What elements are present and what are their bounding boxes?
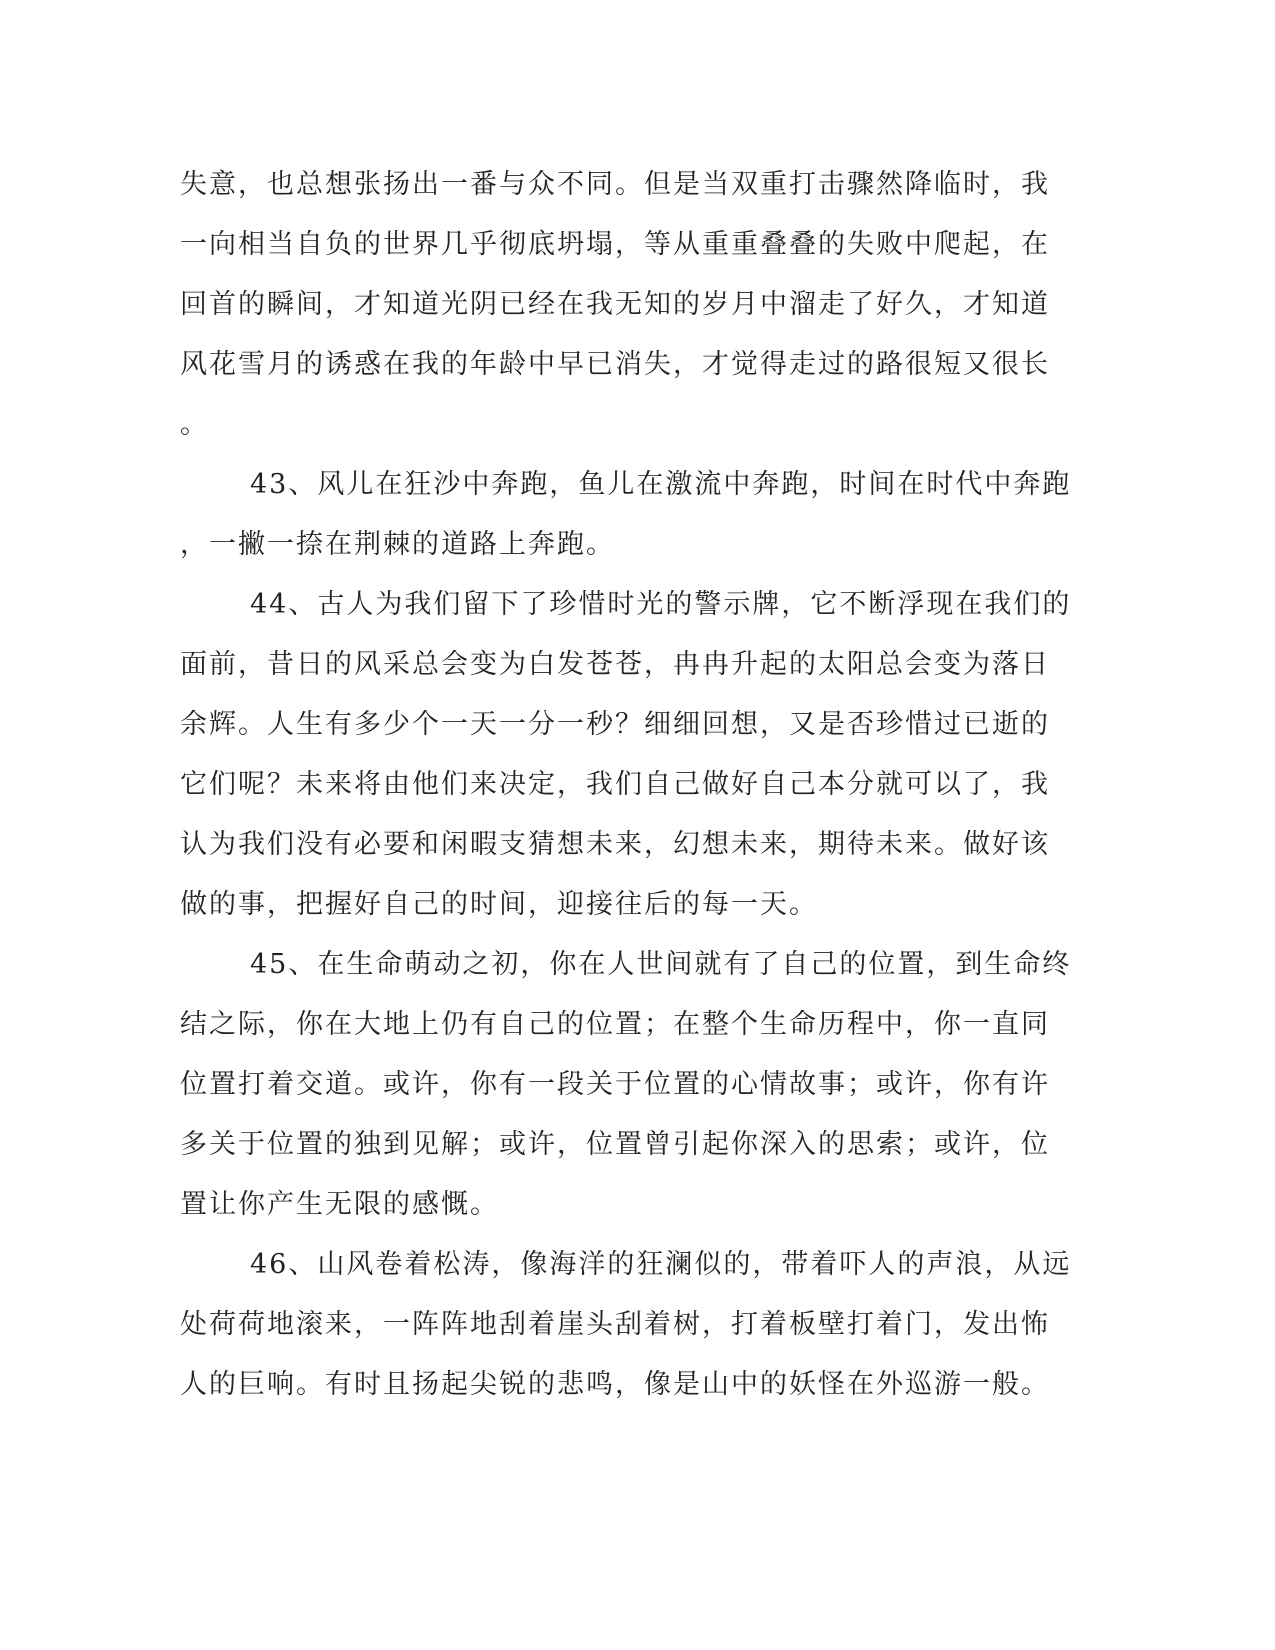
text-line: 结之际，你在大地上仍有自己的位置；在整个生命历程中，你一直同	[180, 1009, 1050, 1040]
paragraph-43-start: 43、风儿在狂沙中奔跑，鱼儿在激流中奔跑，时间在时代中奔跑	[250, 469, 1072, 500]
body-text	[180, 155, 1072, 1415]
text-line: ，一撇一捺在荆棘的道路上奔跑。	[180, 529, 615, 560]
text-line: 处荷荷地滚来，一阵阵地刮着崖头刮着树，打着板壁打着门，发出怖	[180, 1309, 1050, 1340]
text-line: 人的巨响。有时且扬起尖锐的悲鸣，像是山中的妖怪在外巡游一般。	[180, 1369, 1050, 1400]
text-line: 认为我们没有必要和闲暇支猜想未来，幻想未来，期待未来。做好该	[180, 829, 1050, 860]
text-line: 置让你产生无限的感慨。	[180, 1189, 499, 1220]
text-line: 失意，也总想张扬出一番与众不同。但是当双重打击骤然降临时，我	[180, 169, 1050, 200]
text-line: 。	[180, 409, 209, 440]
text-line: 多关于位置的独到见解；或许，位置曾引起你深入的思索；或许，位	[180, 1129, 1050, 1160]
text-line: 回首的瞬间，才知道光阴已经在我无知的岁月中溜走了好久，才知道	[180, 289, 1050, 320]
paragraph-45-start: 45、在生命萌动之初，你在人世间就有了自己的位置，到生命终	[250, 949, 1072, 980]
text-line: 做的事，把握好自己的时间，迎接往后的每一天。	[180, 889, 818, 920]
paragraph-46-start: 46、山风卷着松涛，像海洋的狂澜似的，带着吓人的声浪，从远	[250, 1249, 1072, 1280]
text-line: 一向相当自负的世界几乎彻底坍塌，等从重重叠叠的失败中爬起，在	[180, 229, 1050, 260]
text-line: 余辉。人生有多少个一天一分一秒？细细回想，又是否珍惜过已逝的	[180, 709, 1050, 740]
text-line: 面前，昔日的风采总会变为白发苍苍，冉冉升起的太阳总会变为落日	[180, 649, 1050, 680]
text-line: 风花雪月的诱惑在我的年龄中早已消失，才觉得走过的路很短又很长	[180, 349, 1050, 380]
text-line: 它们呢？未来将由他们来决定，我们自己做好自己本分就可以了，我	[180, 769, 1050, 800]
text-line: 位置打着交道。或许，你有一段关于位置的心情故事；或许，你有许	[180, 1069, 1050, 1100]
paragraph-44-start: 44、古人为我们留下了珍惜时光的警示牌，它不断浮现在我们的	[250, 589, 1072, 620]
